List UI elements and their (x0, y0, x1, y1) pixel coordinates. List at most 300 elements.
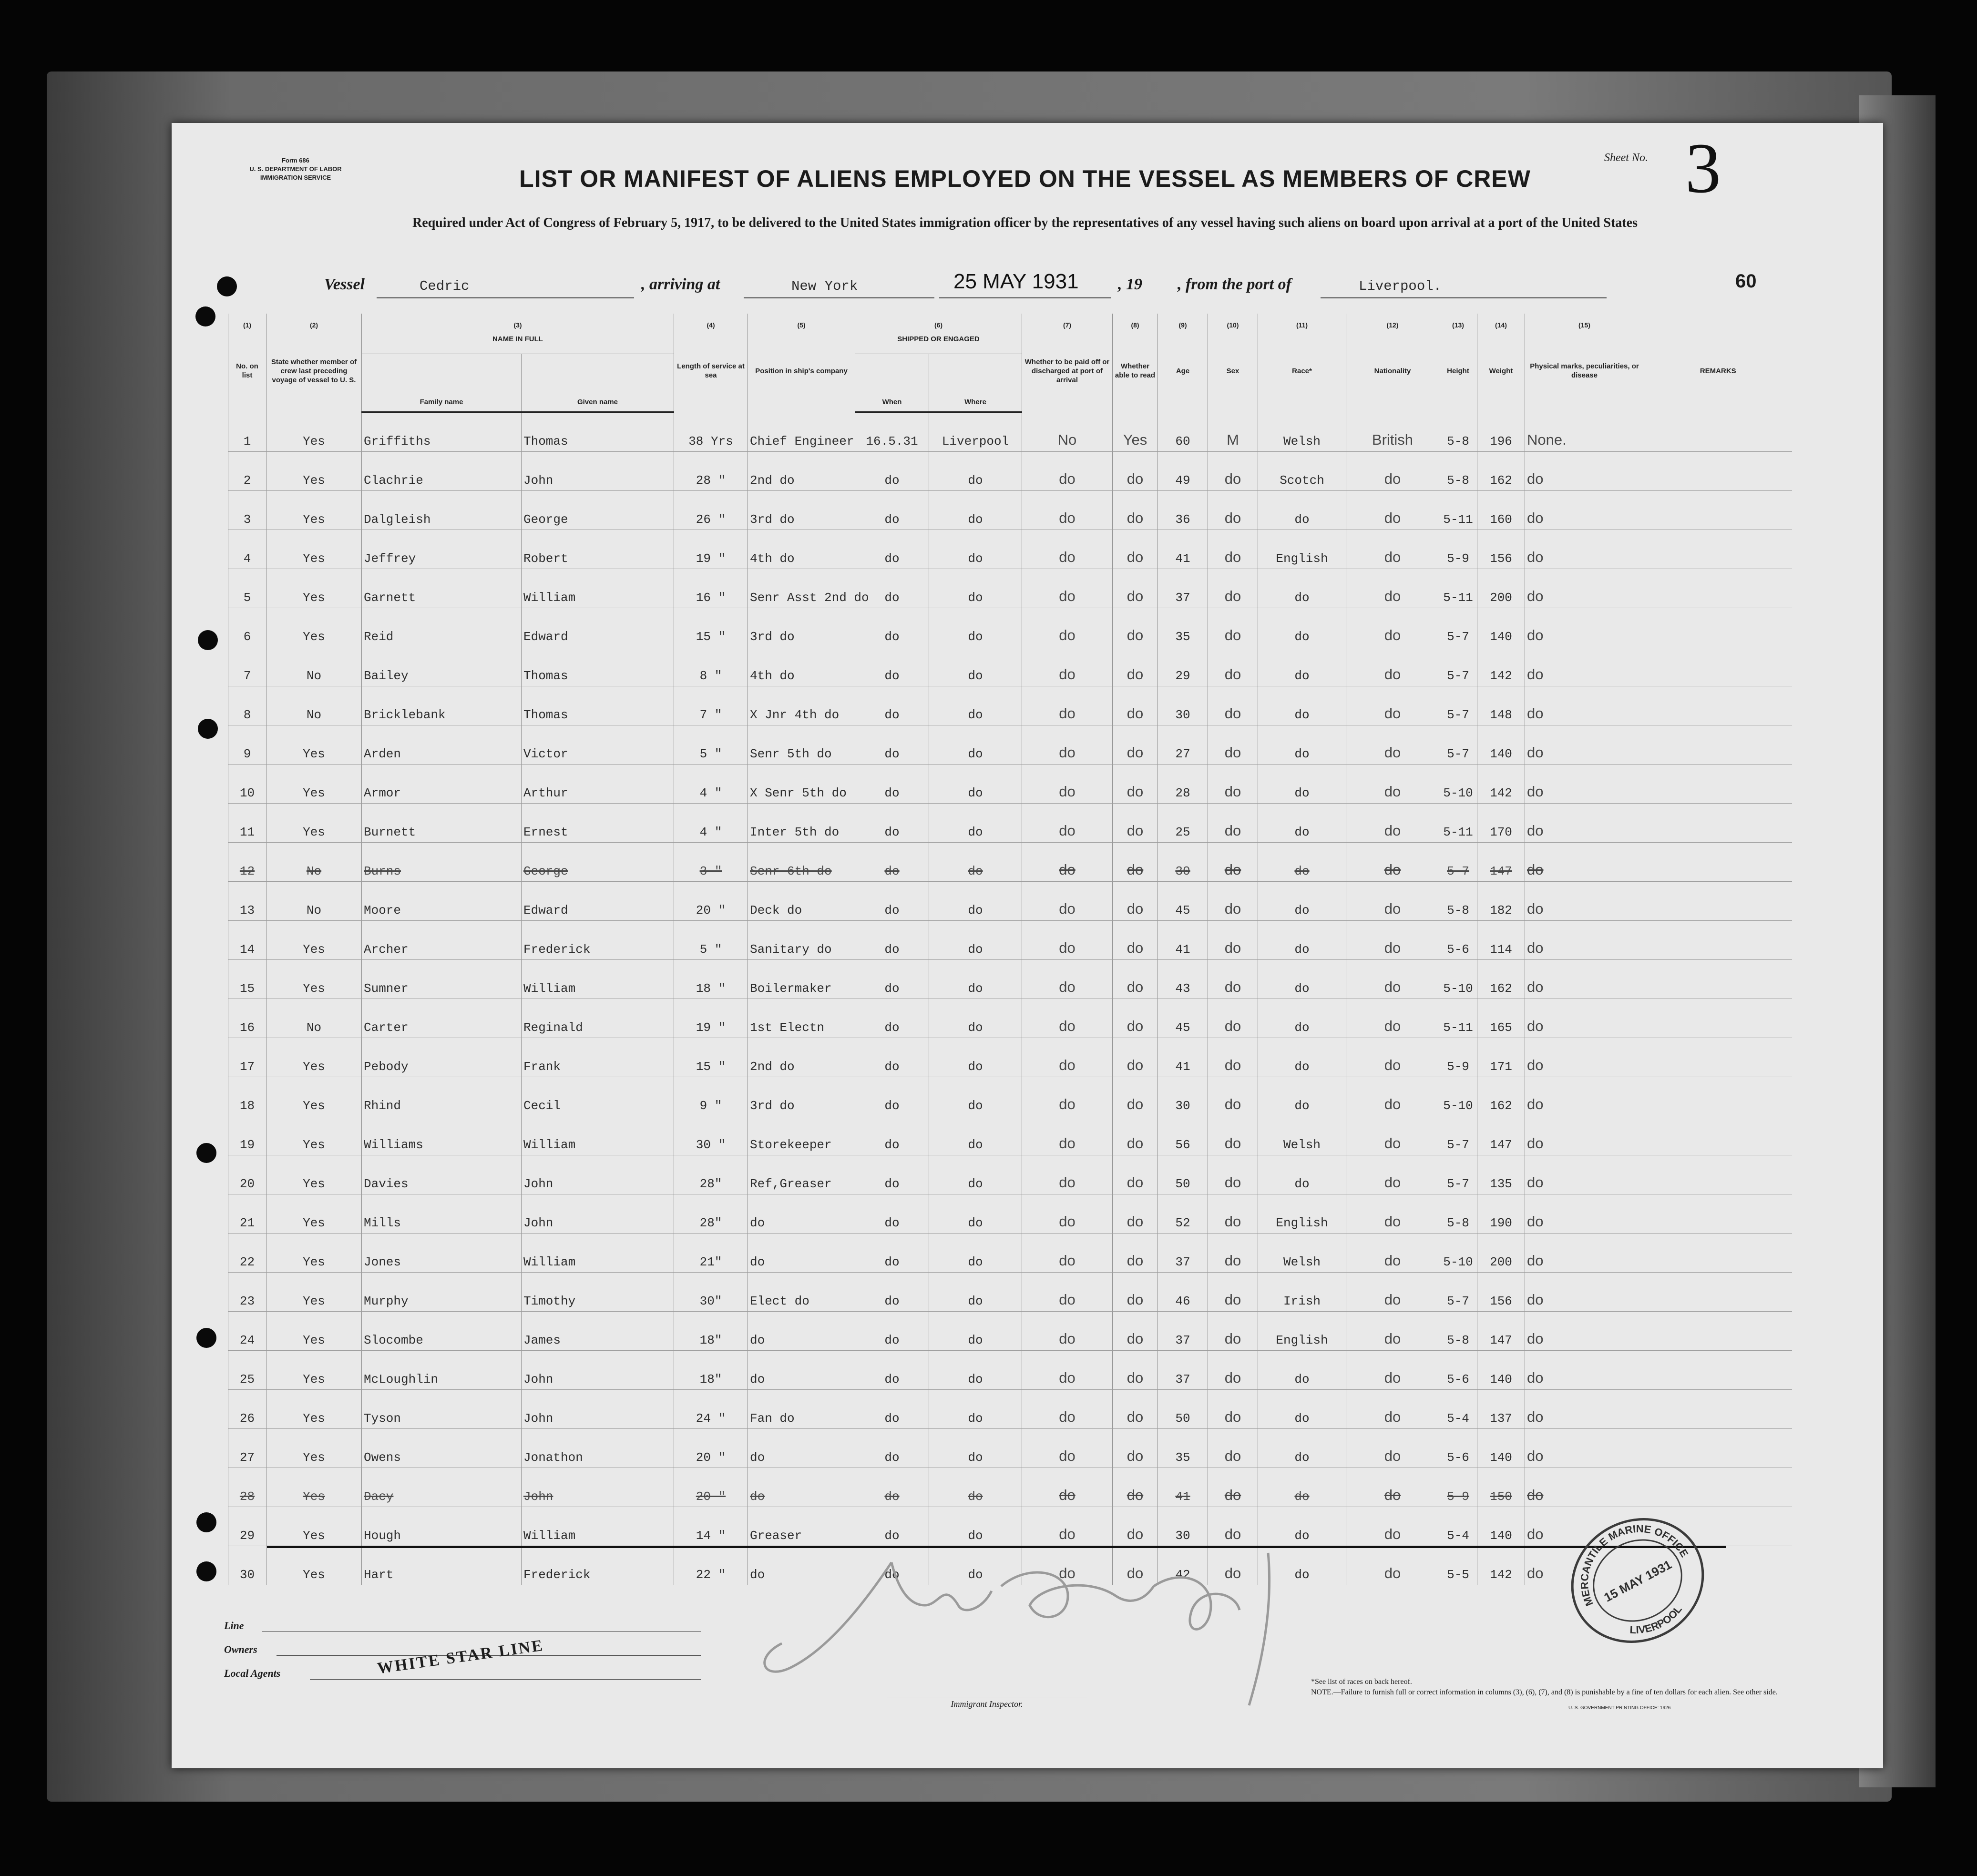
paid-off-cell: do (1022, 1546, 1113, 1585)
remarks-cell (1644, 804, 1792, 843)
row-number-cell: 22 (228, 1234, 266, 1273)
shipped-where-cell: do (929, 921, 1022, 960)
weight-cell: 171 (1477, 1038, 1525, 1077)
col-num-2: (2) (266, 314, 362, 330)
able-to-read-cell: do (1113, 1234, 1158, 1273)
shipped-where-cell: do (929, 1116, 1022, 1155)
paid-off-cell: do (1022, 1038, 1113, 1077)
family-name-cell: Sumner (362, 960, 522, 999)
shipped-when-cell: do (855, 1194, 929, 1234)
corner-number: 60 (1735, 271, 1757, 292)
age-cell: 25 (1158, 804, 1208, 843)
sex-cell: do (1208, 843, 1258, 882)
manifest-sheet (172, 123, 1883, 1768)
sex-cell: do (1208, 921, 1258, 960)
age-cell: 35 (1158, 608, 1208, 647)
nationality-cell: do (1346, 999, 1439, 1038)
age-cell: 45 (1158, 999, 1208, 1038)
shipped-when-cell: do (855, 647, 929, 686)
shipped-where-cell: do (929, 569, 1022, 608)
race-cell: do (1258, 1038, 1346, 1077)
nationality-cell: do (1346, 765, 1439, 804)
length-of-service-cell: 4 " (674, 804, 748, 843)
length-of-service-cell: 14 " (674, 1507, 748, 1546)
previous-voyage-cell: Yes (266, 1038, 362, 1077)
crew-row (228, 1390, 1792, 1429)
sex-cell: do (1208, 1234, 1258, 1273)
length-of-service-cell: 28" (674, 1194, 748, 1234)
header-position: Position in ship's company (748, 330, 855, 412)
crew-row (228, 452, 1792, 491)
previous-voyage-cell: Yes (266, 1390, 362, 1429)
length-of-service-cell: 5 " (674, 921, 748, 960)
nationality-cell: do (1346, 1351, 1439, 1390)
shipped-where-cell: do (929, 1234, 1022, 1273)
row-number-cell: 5 (228, 569, 266, 608)
header-nationality: Nationality (1346, 330, 1439, 412)
from-label: , from the port of (1178, 275, 1291, 293)
sex-cell: do (1208, 452, 1258, 491)
binder-hole (217, 276, 237, 296)
height-cell: 5-11 (1439, 804, 1477, 843)
able-to-read-cell: do (1113, 882, 1158, 921)
age-cell: 37 (1158, 1312, 1208, 1351)
age-cell: 43 (1158, 960, 1208, 999)
weight-cell: 156 (1477, 530, 1525, 569)
row-number-cell: 8 (228, 686, 266, 725)
age-cell: 28 (1158, 765, 1208, 804)
length-of-service-cell: 18" (674, 1351, 748, 1390)
given-name-cell: Arthur (522, 765, 674, 804)
shipped-when-cell: do (855, 882, 929, 921)
remarks-cell (1644, 1038, 1792, 1077)
remarks-cell (1644, 491, 1792, 530)
race-cell: do (1258, 960, 1346, 999)
paid-off-cell: do (1022, 530, 1113, 569)
previous-voyage-cell: Yes (266, 1507, 362, 1546)
weight-cell: 142 (1477, 647, 1525, 686)
nationality-cell: do (1346, 960, 1439, 999)
row-number-cell: 4 (228, 530, 266, 569)
able-to-read-cell: do (1113, 452, 1158, 491)
race-cell: Welsh (1258, 412, 1346, 452)
weight-cell: 114 (1477, 921, 1525, 960)
row-number-cell: 1 (228, 412, 266, 452)
header-family-name: Family name (362, 354, 522, 412)
crew-row (228, 765, 1792, 804)
nationality-cell: do (1346, 1312, 1439, 1351)
header-sex: Sex (1208, 330, 1258, 412)
penalty-note: NOTE.—Failure to furnish full or correct information in columns (3), (6), (7), and (8) is punishable by a fine of ten dollars for each alien. See other side. (1311, 1688, 1778, 1696)
height-cell: 5-8 (1439, 412, 1477, 452)
physical-marks-cell: do (1525, 1351, 1644, 1390)
age-cell: 50 (1158, 1155, 1208, 1194)
age-cell: 37 (1158, 1234, 1208, 1273)
age-cell: 45 (1158, 882, 1208, 921)
able-to-read-cell: do (1113, 686, 1158, 725)
able-to-read-cell: do (1113, 1077, 1158, 1116)
height-cell: 5-7 (1439, 647, 1477, 686)
position-cell: 2nd do (748, 1038, 855, 1077)
row-number-cell: 9 (228, 725, 266, 765)
header-age: Age (1158, 330, 1208, 412)
age-cell: 37 (1158, 1351, 1208, 1390)
year-label: , 19 (1118, 275, 1142, 293)
given-name-cell: Thomas (522, 647, 674, 686)
sex-cell: do (1208, 491, 1258, 530)
binder-hole (198, 630, 218, 650)
row-number-cell: 20 (228, 1155, 266, 1194)
crew-row (228, 999, 1792, 1038)
age-cell: 37 (1158, 569, 1208, 608)
given-name-cell: William (522, 1507, 674, 1546)
crew-row (228, 1273, 1792, 1312)
length-of-service-cell: 21" (674, 1234, 748, 1273)
shipped-where-cell: do (929, 1390, 1022, 1429)
able-to-read-cell: do (1113, 608, 1158, 647)
given-name-cell: George (522, 843, 674, 882)
given-name-cell: William (522, 1234, 674, 1273)
position-cell: 4th do (748, 530, 855, 569)
weight-cell: 190 (1477, 1194, 1525, 1234)
previous-voyage-cell: Yes (266, 1273, 362, 1312)
able-to-read-cell: Yes (1113, 412, 1158, 452)
race-cell: do (1258, 725, 1346, 765)
family-name-cell: Pebody (362, 1038, 522, 1077)
given-name-cell: Ernest (522, 804, 674, 843)
remarks-cell (1644, 882, 1792, 921)
height-cell: 5-6 (1439, 1429, 1477, 1468)
shipped-when-cell: do (855, 960, 929, 999)
nationality-cell: do (1346, 882, 1439, 921)
row-number-cell: 17 (228, 1038, 266, 1077)
remarks-cell (1644, 1390, 1792, 1429)
weight-cell: 182 (1477, 882, 1525, 921)
header-remarks: REMARKS (1644, 330, 1792, 412)
given-name-cell: Jonathon (522, 1429, 674, 1468)
from-port-line (1321, 297, 1607, 298)
paid-off-cell: do (1022, 1273, 1113, 1312)
length-of-service-cell: 22 " (674, 1546, 748, 1585)
weight-cell: 147 (1477, 1116, 1525, 1155)
paid-off-cell: do (1022, 843, 1113, 882)
length-of-service-cell: 28 " (674, 452, 748, 491)
sex-cell: do (1208, 1038, 1258, 1077)
height-cell: 5-7 (1439, 608, 1477, 647)
race-cell: do (1258, 804, 1346, 843)
given-name-cell: Reginald (522, 999, 674, 1038)
paid-off-cell: do (1022, 960, 1113, 999)
length-of-service-cell: 38 Yrs (674, 412, 748, 452)
height-cell: 5-4 (1439, 1507, 1477, 1546)
col-num-1: (1) (228, 314, 266, 330)
physical-marks-cell: do (1525, 647, 1644, 686)
weight-cell: 140 (1477, 725, 1525, 765)
shipped-when-cell: do (855, 1390, 929, 1429)
sex-cell: do (1208, 960, 1258, 999)
height-cell: 5-7 (1439, 1155, 1477, 1194)
given-name-cell: Robert (522, 530, 674, 569)
paid-off-cell: do (1022, 1312, 1113, 1351)
remarks-cell (1644, 1077, 1792, 1116)
race-cell: English (1258, 530, 1346, 569)
remarks-cell (1644, 569, 1792, 608)
able-to-read-cell: do (1113, 921, 1158, 960)
age-cell: 46 (1158, 1273, 1208, 1312)
race-cell: Scotch (1258, 452, 1346, 491)
physical-marks-cell: do (1525, 1390, 1644, 1429)
paid-off-cell: do (1022, 686, 1113, 725)
shipped-when-cell: 16.5.31 (855, 412, 929, 452)
race-cell: English (1258, 1312, 1346, 1351)
shipped-where-cell: do (929, 843, 1022, 882)
nationality-cell: do (1346, 921, 1439, 960)
weight-cell: 150 (1477, 1468, 1525, 1507)
length-of-service-cell: 26 " (674, 491, 748, 530)
col-num-13: (13) (1439, 314, 1477, 330)
row-number-cell: 29 (228, 1507, 266, 1546)
form-number: Form 686 (282, 157, 309, 164)
sex-cell: do (1208, 765, 1258, 804)
paid-off-cell: do (1022, 647, 1113, 686)
shipped-where-cell: do (929, 1155, 1022, 1194)
physical-marks-cell: do (1525, 804, 1644, 843)
form-service: IMMIGRATION SERVICE (260, 174, 331, 181)
shipped-when-cell: do (855, 491, 929, 530)
weight-cell: 135 (1477, 1155, 1525, 1194)
previous-voyage-cell: Yes (266, 569, 362, 608)
age-cell: 52 (1158, 1194, 1208, 1234)
row-number-cell: 2 (228, 452, 266, 491)
header-physical-marks: Physical marks, peculiarities, or disease (1525, 330, 1644, 412)
race-cell: do (1258, 1468, 1346, 1507)
race-cell: do (1258, 1546, 1346, 1585)
shipped-when-cell: do (855, 1273, 929, 1312)
shipped-when-cell: do (855, 1234, 929, 1273)
family-name-cell: Moore (362, 882, 522, 921)
header-paid-off: Whether to be paid off or discharged at port of arrival (1022, 330, 1113, 412)
length-of-service-cell: 20 " (674, 882, 748, 921)
paid-off-cell: do (1022, 765, 1113, 804)
weight-cell: 162 (1477, 452, 1525, 491)
sex-cell: do (1208, 1077, 1258, 1116)
crew-row (228, 491, 1792, 530)
remarks-cell (1644, 530, 1792, 569)
crew-row (228, 843, 1792, 882)
arrival-date-stamp: 25 MAY 1931 (953, 270, 1079, 293)
race-cell: do (1258, 608, 1346, 647)
remarks-cell (1644, 1194, 1792, 1234)
crew-row (228, 882, 1792, 921)
race-cell: do (1258, 1507, 1346, 1546)
sex-cell: do (1208, 882, 1258, 921)
height-cell: 5-7 (1439, 1273, 1477, 1312)
nationality-cell: do (1346, 1038, 1439, 1077)
length-of-service-cell: 3 " (674, 843, 748, 882)
able-to-read-cell: do (1113, 843, 1158, 882)
weight-cell: 142 (1477, 765, 1525, 804)
line-label: Line (224, 1620, 244, 1631)
given-name-cell: Frank (522, 1038, 674, 1077)
height-cell: 5-8 (1439, 452, 1477, 491)
family-name-cell: Armor (362, 765, 522, 804)
age-cell: 30 (1158, 686, 1208, 725)
row-number-cell: 26 (228, 1390, 266, 1429)
shipped-where-cell: do (929, 804, 1022, 843)
physical-marks-cell: do (1525, 1116, 1644, 1155)
position-cell: Fan do (748, 1390, 855, 1429)
nationality-cell: do (1346, 608, 1439, 647)
crew-rows (228, 412, 1792, 1585)
previous-voyage-cell: Yes (266, 491, 362, 530)
local-agents-label: Local Agents (224, 1667, 281, 1679)
physical-marks-cell: do (1525, 530, 1644, 569)
date-line (939, 297, 1111, 298)
shipped-where-cell: do (929, 725, 1022, 765)
length-of-service-cell: 5 " (674, 725, 748, 765)
previous-voyage-cell: Yes (266, 765, 362, 804)
able-to-read-cell: do (1113, 1507, 1158, 1546)
position-cell: do (748, 1468, 855, 1507)
previous-voyage-cell: Yes (266, 1194, 362, 1234)
sex-cell: do (1208, 647, 1258, 686)
given-name-cell: Thomas (522, 686, 674, 725)
header-name-in-full: NAME IN FULL (362, 330, 674, 354)
family-name-cell: McLoughlin (362, 1351, 522, 1390)
previous-voyage-cell: No (266, 843, 362, 882)
able-to-read-cell: do (1113, 1312, 1158, 1351)
white-star-line-stamp: WHITE STAR LINE (376, 1636, 545, 1678)
length-of-service-cell: 8 " (674, 647, 748, 686)
given-name-cell: George (522, 491, 674, 530)
nationality-cell: do (1346, 530, 1439, 569)
able-to-read-cell: do (1113, 647, 1158, 686)
weight-cell: 140 (1477, 608, 1525, 647)
sex-cell: do (1208, 999, 1258, 1038)
height-cell: 5-11 (1439, 999, 1477, 1038)
able-to-read-cell: do (1113, 804, 1158, 843)
col-num-10: (10) (1208, 314, 1258, 330)
crew-row (228, 608, 1792, 647)
sex-cell: do (1208, 530, 1258, 569)
weight-cell: 140 (1477, 1507, 1525, 1546)
given-name-cell: John (522, 452, 674, 491)
length-of-service-cell: 15 " (674, 608, 748, 647)
height-cell: 5-10 (1439, 1234, 1477, 1273)
given-name-cell: John (522, 1351, 674, 1390)
shipped-when-cell: do (855, 725, 929, 765)
row-number-cell: 14 (228, 921, 266, 960)
nationality-cell: do (1346, 1155, 1439, 1194)
shipped-where-cell: do (929, 686, 1022, 725)
weight-cell: 140 (1477, 1429, 1525, 1468)
given-name-cell: William (522, 1116, 674, 1155)
family-name-cell: Dacy (362, 1468, 522, 1507)
crew-row (228, 1077, 1792, 1116)
race-cell: do (1258, 999, 1346, 1038)
sex-cell: do (1208, 608, 1258, 647)
row-number-cell: 11 (228, 804, 266, 843)
weight-cell: 142 (1477, 1546, 1525, 1585)
previous-voyage-cell: Yes (266, 1546, 362, 1585)
crew-row (228, 412, 1792, 452)
previous-voyage-cell: Yes (266, 1429, 362, 1468)
weight-cell: 147 (1477, 1312, 1525, 1351)
height-cell: 5-4 (1439, 1390, 1477, 1429)
header-where: Where (929, 354, 1022, 412)
previous-voyage-cell: Yes (266, 960, 362, 999)
physical-marks-cell: do (1525, 608, 1644, 647)
height-cell: 5-8 (1439, 1312, 1477, 1351)
shipped-where-cell: do (929, 1077, 1022, 1116)
paid-off-cell: do (1022, 1351, 1113, 1390)
physical-marks-cell: do (1525, 686, 1644, 725)
length-of-service-cell: 16 " (674, 569, 748, 608)
height-cell: 5-11 (1439, 491, 1477, 530)
race-cell: do (1258, 882, 1346, 921)
binder-hole (196, 1561, 216, 1581)
row-number-cell: 24 (228, 1312, 266, 1351)
paid-off-cell: do (1022, 804, 1113, 843)
remarks-cell (1644, 1351, 1792, 1390)
physical-marks-cell: do (1525, 1507, 1644, 1546)
crew-row (228, 1194, 1792, 1234)
shipped-when-cell: do (855, 452, 929, 491)
nationality-cell: do (1346, 647, 1439, 686)
shipped-when-cell: do (855, 1507, 929, 1546)
remarks-cell (1644, 1155, 1792, 1194)
height-cell: 5-10 (1439, 765, 1477, 804)
position-cell: 3rd do (748, 491, 855, 530)
family-name-cell: Reid (362, 608, 522, 647)
physical-marks-cell: do (1525, 999, 1644, 1038)
row-number-cell: 30 (228, 1546, 266, 1585)
previous-voyage-cell: No (266, 999, 362, 1038)
age-cell: 56 (1158, 1116, 1208, 1155)
age-cell: 49 (1158, 452, 1208, 491)
position-cell: do (748, 1429, 855, 1468)
able-to-read-cell: do (1113, 1390, 1158, 1429)
family-name-cell: Hough (362, 1507, 522, 1546)
paid-off-cell: No (1022, 412, 1113, 452)
given-name-cell: Victor (522, 725, 674, 765)
position-cell: 3rd do (748, 608, 855, 647)
previous-voyage-cell: Yes (266, 530, 362, 569)
able-to-read-cell: do (1113, 1351, 1158, 1390)
inspector-signature (734, 1534, 1392, 1715)
able-to-read-cell: do (1113, 725, 1158, 765)
family-name-cell: Bailey (362, 647, 522, 686)
crew-row (228, 569, 1792, 608)
previous-voyage-cell: Yes (266, 725, 362, 765)
physical-marks-cell: do (1525, 1468, 1644, 1507)
position-cell: Sanitary do (748, 921, 855, 960)
position-cell: 4th do (748, 647, 855, 686)
race-cell: Irish (1258, 1273, 1346, 1312)
position-cell: X Senr 5th do (748, 765, 855, 804)
col-num-11: (11) (1258, 314, 1346, 330)
previous-voyage-cell: Yes (266, 1116, 362, 1155)
given-name-cell: John (522, 1194, 674, 1234)
shipped-when-cell: do (855, 1116, 929, 1155)
age-cell: 41 (1158, 1038, 1208, 1077)
col-num-4: (4) (674, 314, 748, 330)
shipped-where-cell: do (929, 1546, 1022, 1585)
row-number-cell: 15 (228, 960, 266, 999)
able-to-read-cell: do (1113, 765, 1158, 804)
header-able-read: Whether able to read (1113, 330, 1158, 412)
paid-off-cell: do (1022, 725, 1113, 765)
